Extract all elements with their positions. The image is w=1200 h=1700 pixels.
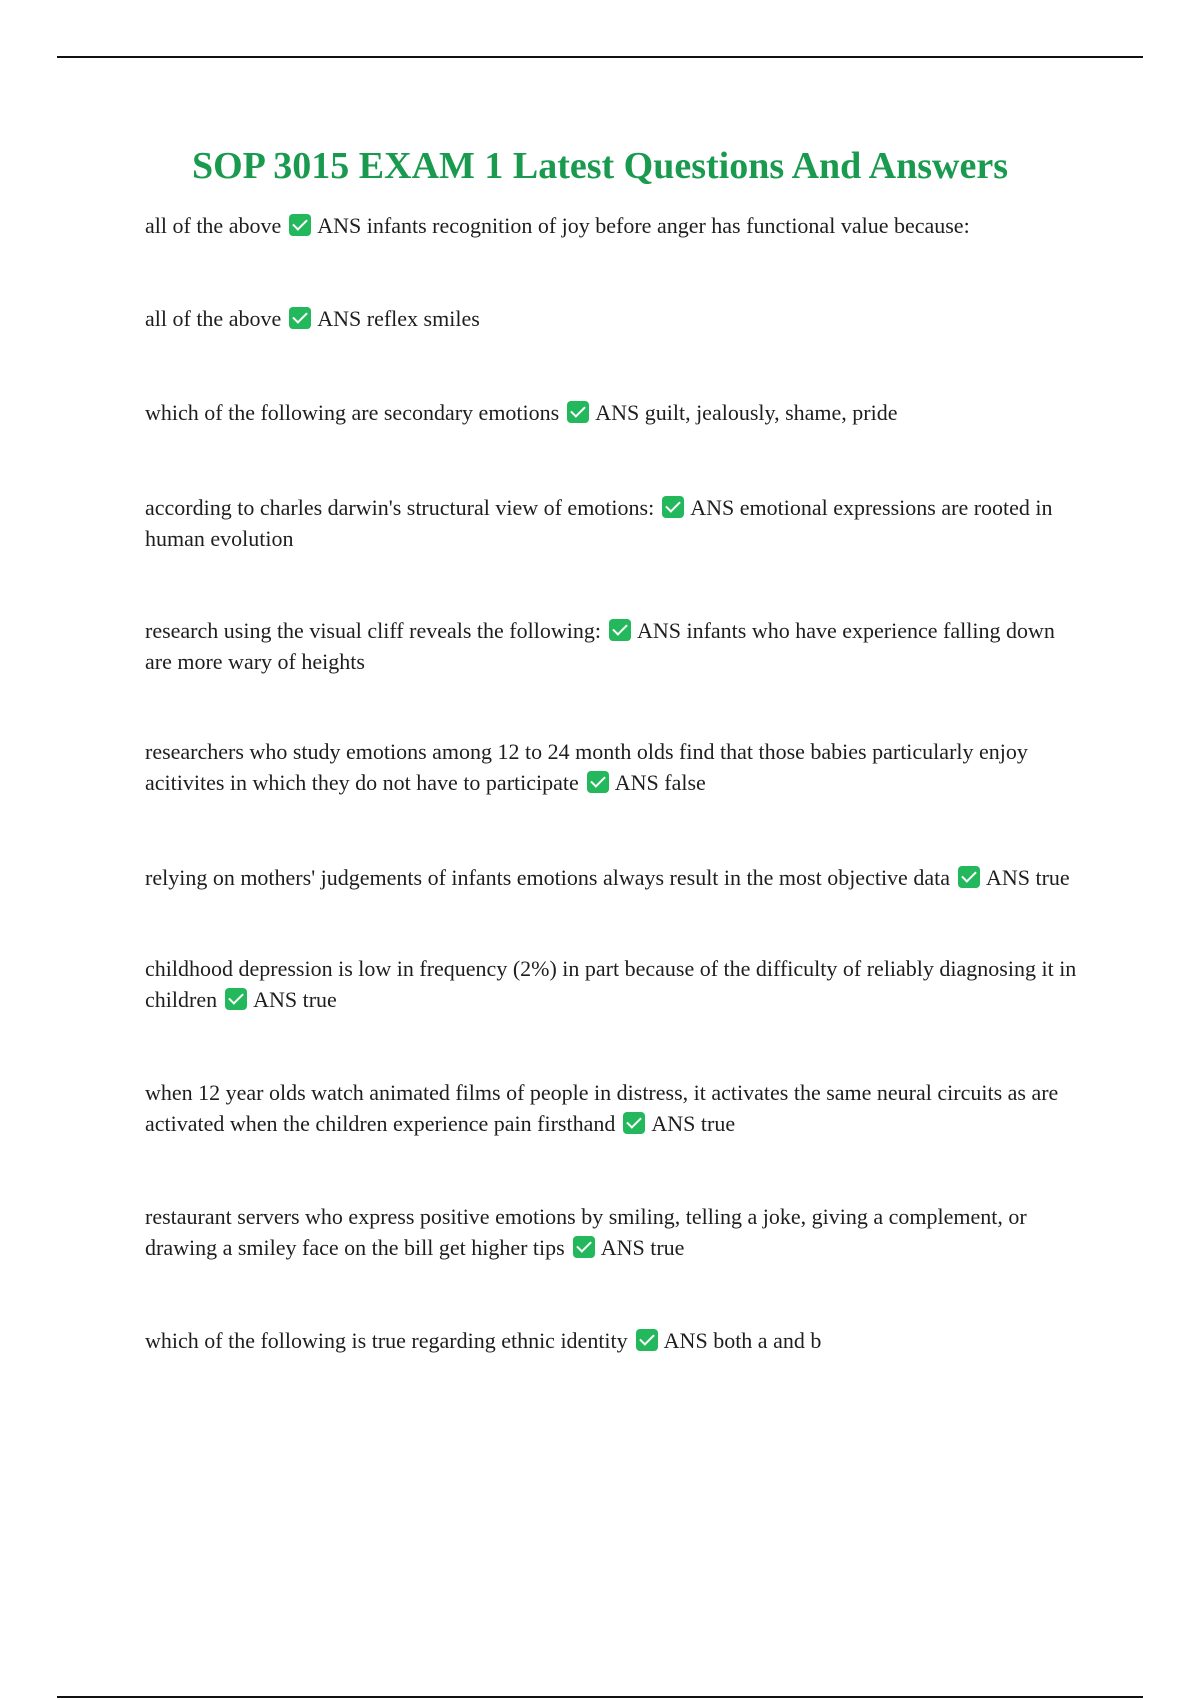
qa-item-2 (145, 303, 1085, 334)
check-mark-icon (587, 771, 609, 793)
check-mark-icon (567, 401, 589, 423)
answer-text: true (1035, 865, 1070, 890)
check-mark-icon (225, 988, 247, 1010)
question-text: according to charles darwin's structural view of emotions: (145, 495, 655, 520)
ans-marker: ANS (690, 495, 735, 520)
question-text: which of the following are secondary emotions (145, 400, 560, 425)
question-text: researchers who study emotions among 12 to 24 month olds find that those babies particularly enjoy acitivites in which they do not have to participate (145, 739, 1028, 795)
question-text: all of the above (145, 213, 282, 238)
check-mark-icon (289, 214, 311, 236)
page-title: SOP 3015 EXAM 1 Latest Questions And Answers (191, 145, 1009, 187)
answer-text: false (664, 770, 706, 795)
check-mark-icon (662, 496, 684, 518)
check-mark-icon (636, 1329, 658, 1351)
qa-item-1 (145, 210, 1085, 241)
check-mark-icon (573, 1236, 595, 1258)
qa-list (145, 210, 1085, 1356)
check-mark-icon (289, 307, 311, 329)
qa-item-9 (145, 1077, 1085, 1139)
qa-item-7 (145, 862, 1085, 893)
ans-marker: ANS (317, 306, 362, 331)
ans-marker: ANS (600, 1235, 645, 1260)
answer-text: true (302, 987, 337, 1012)
top-rule (57, 56, 1143, 58)
ans-marker: ANS (651, 1111, 696, 1136)
qa-item-5 (145, 615, 1085, 677)
ans-marker: ANS (636, 618, 681, 643)
answer-text: guilt, jealously, shame, pride (644, 400, 898, 425)
ans-marker: ANS (595, 400, 640, 425)
question-text: childhood depression is low in frequency (2%) in part because of the difficulty of reliably diagnosing it in children (145, 956, 1077, 1012)
answer-text: true (650, 1235, 685, 1260)
question-text: restaurant servers who express positive emotions by smiling, telling a joke, giving a complement, or drawing a smiley face on the bill get higher tips (145, 1204, 1027, 1260)
qa-item-6 (145, 736, 1085, 798)
ans-marker: ANS (614, 770, 659, 795)
qa-item-10 (145, 1201, 1085, 1263)
answer-text: infants recognition of joy before anger has functional value because: (366, 213, 970, 238)
ans-marker: ANS (985, 865, 1030, 890)
question-text: which of the following is true regarding ethnic identity (145, 1328, 628, 1353)
qa-item-8 (145, 953, 1085, 1015)
qa-item-11 (145, 1325, 1085, 1356)
answer-text: emotional expressions are rooted in human evolution (145, 495, 1053, 551)
answer-text: infants who have experience falling down are more wary of heights (145, 618, 1055, 674)
question-text: when 12 year olds watch animated films of people in distress, it activates the same neural circuits as are activated when the children experience pain firsthand (145, 1080, 1059, 1136)
question-text: relying on mothers' judgements of infants emotions always result in the most objective data (145, 865, 950, 890)
ans-marker: ANS (317, 213, 362, 238)
question-text: research using the visual cliff reveals the following: (145, 618, 601, 643)
qa-item-3 (145, 397, 1085, 428)
qa-item-4 (145, 492, 1085, 554)
check-mark-icon (609, 619, 631, 641)
answer-text: both a and b (713, 1328, 822, 1353)
answer-text: reflex smiles (366, 306, 480, 331)
check-mark-icon (958, 866, 980, 888)
check-mark-icon (623, 1112, 645, 1134)
answer-text: true (700, 1111, 736, 1136)
ans-marker: ANS (253, 987, 298, 1012)
bottom-rule (57, 1696, 1143, 1698)
question-text: all of the above (145, 306, 282, 331)
ans-marker: ANS (663, 1328, 708, 1353)
